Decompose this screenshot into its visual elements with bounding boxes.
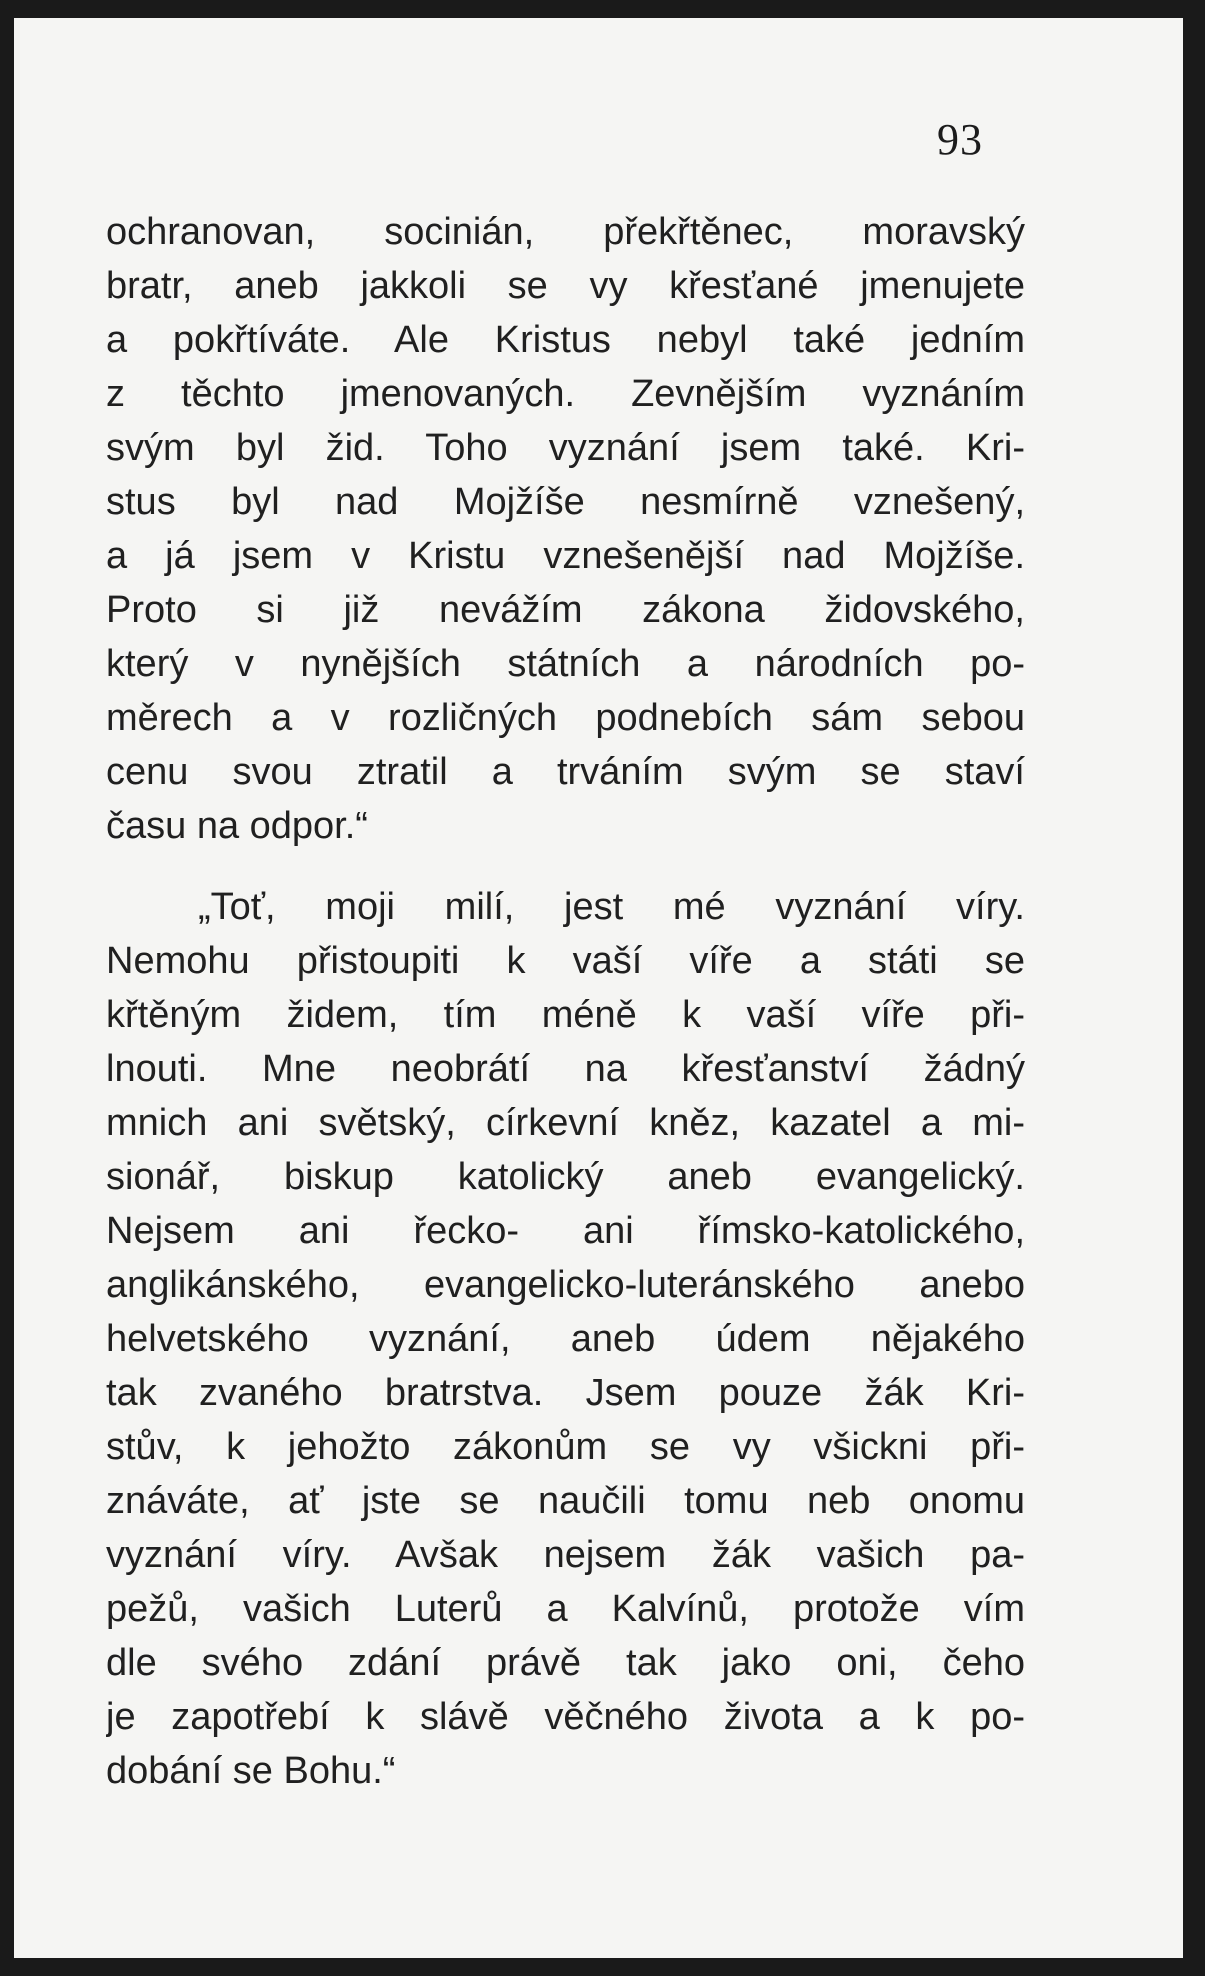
text-line: dobání se Bohu.“ bbox=[106, 1750, 396, 1792]
text-line: znáváte, ať jste se naučili tomu neb onomu bbox=[106, 1480, 1025, 1522]
page-number: 93 bbox=[937, 115, 983, 164]
text-line: svým byl žid. Toho vyznání jsem také. Kri- bbox=[106, 427, 1025, 469]
text-line: je zapotřebí k slávě věčného života a k po- bbox=[106, 1696, 1025, 1738]
text-line: „Toť, moji milí, jest mé vyznání víry. bbox=[198, 886, 1025, 928]
text-line: Nemohu přistoupiti k vaší víře a státi se bbox=[106, 940, 1025, 982]
paragraph-spacer bbox=[106, 853, 1025, 880]
text-line: a pokřtíváte. Ale Kristus nebyl také jedním bbox=[106, 319, 1025, 361]
text-line: pežů, vašich Luterů a Kalvínů, protože vím bbox=[106, 1588, 1025, 1630]
text-line: stus byl nad Mojžíše nesmírně vznešený, bbox=[106, 481, 1025, 523]
text-line: mnich ani světský, církevní kněz, kazatel a mi- bbox=[106, 1102, 1025, 1144]
text-line: ochranovan, socinián, překřtěnec, moravský bbox=[106, 211, 1025, 253]
paragraph-2 bbox=[106, 880, 1025, 1798]
text-line: a já jsem v Kristu vznešenější nad Mojžíše. bbox=[106, 535, 1025, 577]
text-line: vyznání víry. Avšak nejsem žák vašich pa- bbox=[106, 1534, 1025, 1576]
book-page bbox=[14, 18, 1183, 1958]
text-line: tak zvaného bratrstva. Jsem pouze žák Kri- bbox=[106, 1372, 1025, 1414]
text-line: helvetského vyznání, aneb údem nějakého bbox=[106, 1318, 1025, 1360]
text-line: cenu svou ztratil a trváním svým se staví bbox=[106, 751, 1025, 793]
text-line: stův, k jehožto zákonům se vy všickni při- bbox=[106, 1426, 1025, 1468]
text-line: lnouti. Mne neobrátí na křesťanství žádný bbox=[106, 1048, 1025, 1090]
text-line: sionář, biskup katolický aneb evangelický. bbox=[106, 1156, 1025, 1198]
text-line: času na odpor.“ bbox=[106, 805, 368, 847]
text-line: z těchto jmenovaných. Zevnějším vyznáním bbox=[106, 373, 1025, 415]
text-line: Proto si již nevážím zákona židovského, bbox=[106, 589, 1025, 631]
page-text bbox=[106, 205, 1025, 1798]
text-line: který v nynějších státních a národních po- bbox=[106, 643, 1025, 685]
text-line: bratr, aneb jakkoli se vy křesťané jmenujete bbox=[106, 265, 1025, 307]
text-line: dle svého zdání právě tak jako oni, čeho bbox=[106, 1642, 1025, 1684]
paragraph-1 bbox=[106, 205, 1025, 853]
text-line: měrech a v rozličných podnebích sám sebou bbox=[106, 697, 1025, 739]
text-line: anglikánského, evangelicko-luteránského anebo bbox=[106, 1264, 1025, 1306]
text-line: Nejsem ani řecko- ani římsko-katolického, bbox=[106, 1210, 1025, 1252]
text-line: křtěným židem, tím méně k vaší víře při- bbox=[106, 994, 1025, 1036]
